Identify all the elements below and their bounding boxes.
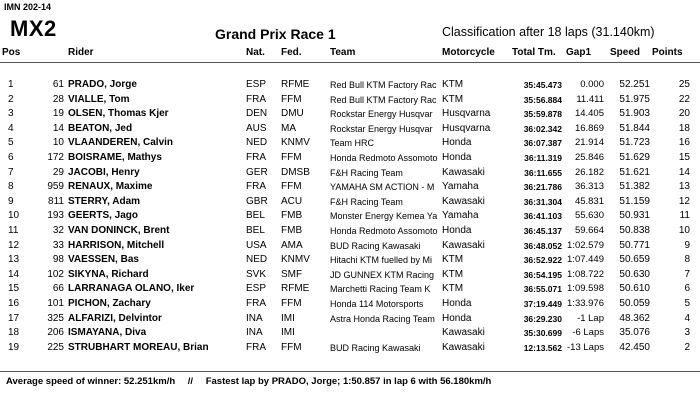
position-cell: 13	[8, 254, 20, 266]
gap-cell: 1:09.598	[567, 283, 604, 295]
results-table-header	[0, 44, 700, 63]
position-cell: 1	[8, 79, 14, 90]
speed-cell: 35.076	[619, 327, 650, 339]
total-time-cell: 36:54.195	[523, 269, 562, 280]
header-fed: Fed.	[281, 47, 302, 58]
header-gap: Gap1	[566, 47, 592, 58]
speed-cell: 50.059	[619, 297, 650, 309]
federation-cell: FFM	[281, 151, 302, 163]
total-time-cell: 12:13.562	[523, 342, 562, 353]
points-cell: 4	[684, 312, 690, 324]
rider-name-cell: RENAUX, Maxime	[68, 181, 153, 193]
position-cell: 3	[8, 108, 14, 120]
header-total-time: Total Tm.	[512, 47, 556, 58]
footer-divider	[0, 371, 700, 372]
position-cell: 17	[8, 312, 20, 324]
nationality-cell: INA	[246, 312, 263, 324]
header-pos: Pos	[2, 47, 21, 58]
table-row	[0, 180, 700, 195]
motorcycle-cell: KTM	[442, 283, 464, 295]
nationality-cell: NED	[246, 254, 268, 266]
header-speed: Speed	[610, 47, 641, 58]
gap-cell: 1:08.722	[567, 268, 604, 280]
nationality-cell: USA	[246, 239, 267, 251]
team-cell: F&H Racing Team	[330, 196, 403, 207]
team-cell: Team HRC	[330, 138, 375, 149]
total-time-cell: 35:56.884	[523, 94, 562, 105]
points-cell: 15	[678, 151, 690, 163]
rider-number-cell: 225	[47, 341, 64, 353]
position-cell: 6	[8, 151, 14, 163]
team-cell: Red Bull KTM Factory Rac	[330, 94, 437, 105]
rider-number-cell: 193	[47, 210, 64, 222]
rider-number-cell: 29	[52, 166, 64, 178]
total-time-cell: 36:02.342	[523, 123, 562, 134]
team-cell: JD GUNNEX KTM Racing	[330, 269, 435, 280]
team-cell: Rockstar Energy Husqvar	[330, 109, 433, 120]
points-cell: 9	[684, 239, 690, 251]
rider-name-cell: LARRANAGA OLANO, Iker	[68, 283, 195, 295]
speed-cell: 42.450	[619, 341, 650, 353]
rider-name-cell: OLSEN, Thomas Kjer	[68, 108, 169, 120]
federation-cell: FMB	[281, 224, 303, 236]
federation-cell: FFM	[281, 341, 302, 353]
team-cell: Honda 114 Motorsports	[330, 298, 424, 309]
federation-cell: KNMV	[281, 137, 310, 149]
gap-cell: 1:07.449	[567, 254, 604, 266]
rider-name-cell: STERRY, Adam	[68, 195, 141, 207]
team-cell: Astra Honda Racing Team	[330, 313, 435, 324]
federation-cell: ACU	[281, 195, 303, 207]
motorcycle-cell: Yamaha	[442, 181, 479, 193]
gap-cell: 21.914	[574, 137, 604, 149]
motorcycle-cell: Honda	[442, 137, 472, 149]
team-cell: Monster Energy Kemea Ya	[330, 211, 438, 222]
position-cell: 15	[8, 283, 20, 295]
federation-cell: DMSB	[281, 166, 310, 178]
team-cell: BUD Racing Kawasaki	[330, 240, 421, 251]
motorcycle-cell: KTM	[442, 93, 464, 105]
motorcycle-cell: Kawasaki	[442, 239, 485, 251]
points-cell: 13	[678, 181, 690, 193]
average-speed-text: Average speed of winner: 52.251km/h	[6, 376, 176, 387]
total-time-cell: 36:45.137	[523, 225, 562, 236]
position-cell: 2	[8, 93, 14, 105]
total-time-cell: 36:11.655	[524, 167, 562, 178]
total-time-cell: 35:45.473	[523, 80, 562, 90]
rider-number-cell: 33	[52, 239, 64, 251]
rider-name-cell: VIALLE, Tom	[68, 93, 130, 105]
table-row	[0, 195, 700, 210]
rider-number-cell: 325	[47, 312, 64, 324]
table-row	[0, 166, 700, 181]
points-cell: 6	[684, 283, 690, 295]
nationality-cell: FRA	[246, 181, 266, 193]
team-cell: Honda Redmoto Assomoto	[330, 225, 438, 236]
motorcycle-cell: KTM	[442, 79, 464, 90]
team-cell: F&H Racing Team	[330, 167, 403, 178]
table-row	[0, 268, 700, 283]
classification-summary: Classification after 18 laps (31.140km)	[442, 25, 655, 39]
rider-name-cell: GEERTS, Jago	[68, 210, 139, 222]
federation-cell: FFM	[281, 181, 302, 193]
gap-cell: -1 Lap	[577, 312, 604, 324]
position-cell: 11	[8, 224, 19, 236]
rider-number-cell: 811	[48, 195, 64, 207]
position-cell: 19	[8, 341, 20, 353]
motorcycle-cell: Honda	[442, 224, 472, 236]
race-title: Grand Prix Race 1	[215, 26, 336, 42]
rider-name-cell: ALFARIZI, Delvintor	[68, 312, 162, 324]
position-cell: 9	[8, 195, 14, 207]
motorcycle-cell: KTM	[442, 268, 464, 280]
header-points: Points	[652, 47, 683, 58]
points-cell: 7	[684, 268, 690, 280]
total-time-cell: 37:19.449	[523, 298, 562, 309]
total-time-cell: 36:31.304	[523, 196, 562, 207]
total-time-cell: 36:11.319	[524, 152, 562, 163]
position-cell: 8	[8, 181, 14, 193]
table-row	[0, 78, 700, 93]
points-cell: 8	[684, 254, 690, 266]
speed-cell: 51.844	[619, 122, 650, 134]
nationality-cell: GBR	[246, 195, 268, 207]
federation-cell: FFM	[281, 297, 302, 309]
table-row	[0, 93, 700, 108]
speed-cell: 51.975	[619, 93, 650, 105]
nationality-cell: BEL	[246, 224, 265, 236]
results-table-body	[0, 78, 700, 355]
team-cell: Rockstar Energy Husqvar	[330, 123, 433, 134]
rider-number-cell: 10	[52, 137, 64, 149]
gap-cell: 55.630	[574, 210, 604, 222]
points-cell: 16	[678, 137, 690, 149]
points-cell: 20	[678, 108, 690, 120]
rider-name-cell: VAESSEN, Bas	[68, 254, 139, 266]
team-cell: Honda Redmoto Assomoto	[330, 152, 438, 163]
fastest-lap-text: Fastest lap by PRADO, Jorge; 1:50.857 in lap 6 with 56.180km/h	[205, 376, 492, 387]
table-row	[0, 326, 700, 341]
team-cell: Marchetti Racing Team K	[330, 284, 431, 295]
rider-number-cell: 28	[52, 93, 64, 105]
rider-number-cell: 206	[47, 327, 64, 339]
header-nat: Nat.	[246, 47, 265, 58]
rider-name-cell: VLAANDEREN, Calvin	[68, 137, 174, 149]
table-row	[0, 239, 700, 254]
table-row	[0, 297, 700, 312]
total-time-cell: 36:07.387	[523, 138, 562, 149]
table-row	[0, 209, 700, 224]
points-cell: 10	[678, 224, 690, 236]
rider-name-cell: STRUBHART MOREAU, Brian	[68, 341, 209, 353]
total-time-cell: 36:21.786	[523, 182, 562, 193]
rider-number-cell: 66	[52, 283, 64, 295]
federation-cell: RFME	[281, 283, 310, 295]
nationality-cell: BEL	[246, 210, 265, 222]
table-row	[0, 151, 700, 166]
federation-cell: IMI	[281, 312, 295, 324]
gap-cell: 11.411	[576, 93, 604, 105]
motorcycle-cell: Husqvarna	[442, 122, 491, 134]
team-cell: YAMAHA SM ACTION - M	[330, 182, 435, 193]
header-rider: Rider	[68, 47, 94, 58]
speed-cell: 51.723	[619, 137, 650, 149]
motorcycle-cell: KTM	[442, 254, 464, 266]
class-title: MX2	[10, 16, 57, 41]
table-row	[0, 341, 700, 356]
rider-number-cell: 172	[47, 151, 64, 163]
speed-cell: 52.251	[619, 79, 650, 90]
speed-cell: 48.362	[619, 312, 650, 324]
gap-cell: 45.831	[574, 195, 604, 207]
points-cell: 25	[678, 79, 690, 90]
table-row	[0, 253, 700, 268]
race-footer	[6, 376, 491, 387]
gap-cell: 1:33.976	[567, 297, 604, 309]
motorcycle-cell: Kawasaki	[442, 166, 485, 178]
table-row	[0, 282, 700, 297]
speed-cell: 50.610	[619, 283, 650, 295]
header-team: Team	[330, 47, 356, 58]
speed-cell: 50.771	[619, 239, 650, 251]
nationality-cell: ESP	[246, 283, 267, 295]
table-row	[0, 312, 700, 327]
federation-cell: AMA	[281, 239, 303, 251]
total-time-cell: 36:52.922	[523, 255, 562, 266]
nationality-cell: AUS	[246, 122, 267, 134]
rider-name-cell: PICHON, Zachary	[68, 297, 151, 309]
motorcycle-cell: Honda	[442, 297, 472, 309]
position-cell: 10	[8, 210, 20, 222]
gap-cell: -13 Laps	[567, 341, 604, 353]
federation-cell: FFM	[281, 93, 302, 105]
table-row	[0, 122, 700, 137]
rider-number-cell: 102	[47, 268, 64, 280]
motorcycle-cell: Husqvarna	[442, 108, 491, 120]
motorcycle-cell: Kawasaki	[442, 195, 485, 207]
rider-name-cell: JACOBI, Henry	[68, 166, 140, 178]
total-time-cell: 36:41.103	[523, 211, 562, 222]
document-code: IMN 202-14	[4, 2, 52, 12]
total-time-cell: 36:48.052	[523, 240, 562, 251]
speed-cell: 51.382	[619, 181, 650, 193]
rider-name-cell: BOISRAME, Mathys	[68, 151, 162, 163]
gap-cell: 16.869	[574, 122, 604, 134]
nationality-cell: INA	[246, 327, 263, 339]
rider-name-cell: VAN DONINCK, Brent	[68, 224, 170, 236]
points-cell: 3	[684, 327, 690, 339]
nationality-cell: GER	[246, 166, 268, 178]
speed-cell: 51.621	[619, 166, 650, 178]
federation-cell: MA	[281, 122, 296, 134]
team-cell: Hitachi KTM fuelled by Mi	[330, 255, 433, 266]
points-cell: 14	[678, 166, 690, 178]
team-cell: Red Bull KTM Factory Rac	[330, 80, 437, 90]
rider-name-cell: SIKYNA, Richard	[68, 268, 149, 280]
federation-cell: DMU	[281, 108, 304, 120]
motorcycle-cell: Kawasaki	[442, 327, 485, 339]
total-time-cell: 36:55.071	[523, 284, 562, 295]
gap-cell: 0.000	[580, 79, 604, 90]
table-row	[0, 224, 700, 239]
speed-cell: 50.838	[619, 224, 650, 236]
motorcycle-cell: Honda	[442, 312, 472, 324]
footer-separator: //	[187, 376, 194, 387]
points-cell: 22	[678, 93, 690, 105]
gap-cell: 1:02.579	[567, 239, 604, 251]
rider-number-cell: 98	[52, 254, 64, 266]
position-cell: 14	[8, 268, 20, 280]
rider-number-cell: 101	[47, 297, 64, 309]
rider-number-cell: 32	[52, 224, 64, 236]
speed-cell: 50.630	[619, 268, 650, 280]
table-row	[0, 136, 700, 151]
rider-number-cell: 959	[47, 181, 64, 193]
points-cell: 12	[678, 195, 690, 207]
position-cell: 7	[8, 166, 14, 178]
points-cell: 5	[684, 297, 690, 309]
nationality-cell: FRA	[246, 297, 266, 309]
nationality-cell: FRA	[246, 151, 266, 163]
motorcycle-cell: Kawasaki	[442, 341, 485, 353]
position-cell: 5	[8, 137, 14, 149]
header-motorcycle: Motorcycle	[442, 47, 495, 58]
nationality-cell: FRA	[246, 341, 266, 353]
points-cell: 11	[679, 210, 690, 222]
rider-name-cell: ISMAYANA, Diva	[68, 327, 147, 339]
points-cell: 18	[678, 122, 690, 134]
rider-name-cell: HARRISON, Mitchell	[68, 239, 165, 251]
rider-name-cell: PRADO, Jorge	[68, 79, 137, 90]
speed-cell: 51.159	[619, 195, 650, 207]
position-cell: 4	[8, 122, 14, 134]
gap-cell: -6 Laps	[572, 327, 604, 339]
federation-cell: FMB	[281, 210, 303, 222]
rider-number-cell: 19	[52, 108, 64, 120]
motorcycle-cell: Yamaha	[442, 210, 479, 222]
nationality-cell: FRA	[246, 93, 266, 105]
gap-cell: 26.182	[574, 166, 604, 178]
nationality-cell: SVK	[246, 268, 267, 280]
rider-number-cell: 14	[52, 122, 64, 134]
total-time-cell: 35:30.699	[523, 328, 562, 339]
table-row	[0, 107, 700, 122]
position-cell: 18	[8, 327, 20, 339]
federation-cell: IMI	[281, 327, 295, 339]
position-cell: 12	[8, 239, 20, 251]
nationality-cell: DEN	[246, 108, 268, 120]
nationality-cell: ESP	[246, 79, 267, 90]
speed-cell: 50.931	[619, 210, 650, 222]
gap-cell: 14.405	[574, 108, 604, 120]
speed-cell: 51.629	[619, 151, 650, 163]
total-time-cell: 36:29.230	[523, 313, 562, 324]
speed-cell: 51.903	[619, 108, 650, 120]
total-time-cell: 35:59.878	[523, 109, 562, 120]
points-cell: 2	[684, 341, 690, 353]
gap-cell: 36.313	[574, 181, 604, 193]
federation-cell: SMF	[281, 268, 303, 280]
nationality-cell: NED	[246, 137, 268, 149]
rider-name-cell: BEATON, Jed	[68, 122, 133, 134]
motorcycle-cell: Honda	[442, 151, 472, 163]
speed-cell: 50.659	[619, 254, 650, 266]
rider-number-cell: 61	[52, 79, 64, 90]
gap-cell: 59.664	[574, 224, 604, 236]
position-cell: 16	[8, 297, 20, 309]
gap-cell: 25.846	[574, 151, 604, 163]
team-cell: BUD Racing Kawasaki	[330, 342, 421, 353]
federation-cell: RFME	[281, 79, 310, 90]
federation-cell: KNMV	[281, 254, 310, 266]
